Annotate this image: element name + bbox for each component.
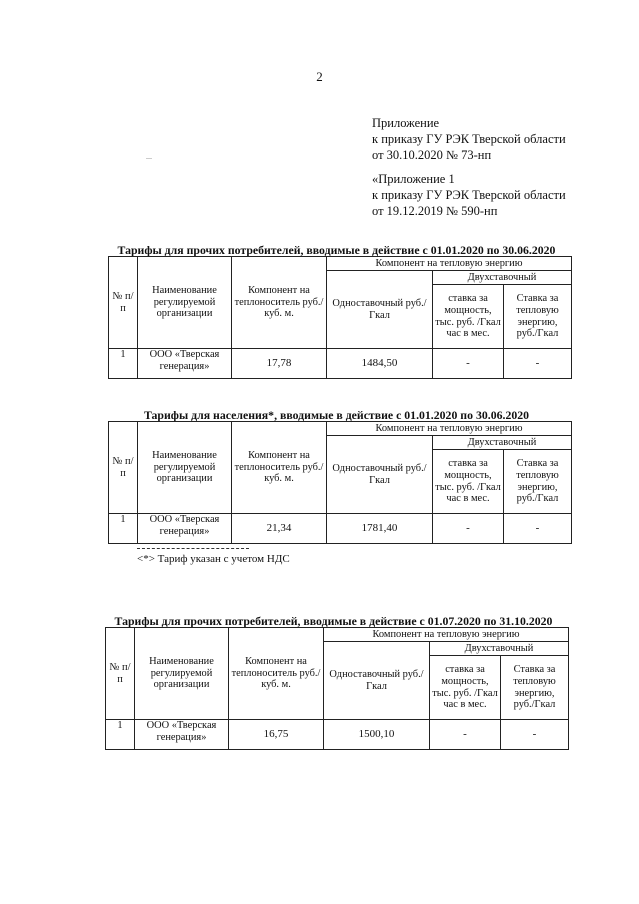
row-number: 1: [109, 514, 138, 544]
header-two-rate: Двухставочный: [430, 642, 569, 656]
header-number: № п/п: [109, 257, 138, 349]
tariff-table: [105, 627, 569, 750]
header-capacity-rate: ставка за мощность, тыс. руб. /Гкал час в мес.: [433, 285, 504, 349]
previous-appendix-order: к приказу ГУ РЭК Тверской области: [372, 188, 566, 202]
row-organization: ООО «Тверская генерация»: [138, 514, 232, 544]
tariff-title: Тарифы для прочих потребителей, вводимые в действие с 01.01.2020 по 30.06.2020: [117, 243, 556, 257]
header-number: № п/п: [106, 628, 135, 720]
header-carrier-component: Компонент на теплоноситель руб./куб. м.: [232, 422, 327, 514]
header-organization: Наименование регулируемой организации: [135, 628, 229, 720]
header-two-rate: Двухставочный: [433, 271, 572, 285]
footnote-separator: [137, 548, 249, 549]
header-energy-rate: Ставка за тепловую энергию, руб./Гкал: [501, 656, 569, 720]
previous-appendix-header: [372, 171, 566, 219]
header-single-rate: Одноставочный руб./Гкал: [324, 642, 430, 720]
row-capacity-value: -: [430, 720, 501, 750]
header-capacity-rate: ставка за мощность, тыс. руб. /Гкал час в мес.: [433, 450, 504, 514]
tariff-title: Тарифы для населения*, вводимые в действие с 01.01.2020 по 30.06.2020: [143, 408, 530, 422]
appendix-header: [372, 115, 566, 163]
previous-appendix-title: «Приложение 1: [372, 172, 455, 186]
appendix-date: от 30.10.2020 № 73-нп: [372, 148, 492, 162]
row-capacity-value: -: [433, 349, 504, 379]
header-number: № п/п: [109, 422, 138, 514]
row-carrier-value: 21,34: [232, 514, 327, 544]
table-row: [109, 514, 572, 544]
header-single-rate: Одноставочный руб./Гкал: [327, 271, 433, 349]
row-number: 1: [109, 349, 138, 379]
header-energy-component: Компонент на тепловую энергию: [327, 257, 572, 271]
header-energy-rate: Ставка за тепловую энергию, руб./Гкал: [504, 450, 572, 514]
row-energy-rate-value: -: [504, 349, 572, 379]
header-organization: Наименование регулируемой организации: [138, 257, 232, 349]
footnote: <*> Тариф указан с учетом НДС: [137, 553, 290, 565]
row-single-rate-value: 1500,10: [324, 720, 430, 750]
header-capacity-rate: ставка за мощность, тыс. руб. /Гкал час в мес.: [430, 656, 501, 720]
row-organization: ООО «Тверская генерация»: [135, 720, 229, 750]
row-energy-rate-value: -: [501, 720, 569, 750]
header-organization: Наименование регулируемой организации: [138, 422, 232, 514]
row-single-rate-value: 1484,50: [327, 349, 433, 379]
header-two-rate: Двухставочный: [433, 436, 572, 450]
row-single-rate-value: 1781,40: [327, 514, 433, 544]
row-organization: ООО «Тверская генерация»: [138, 349, 232, 379]
appendix-title: Приложение: [372, 116, 440, 130]
row-energy-rate-value: -: [504, 514, 572, 544]
header-energy-component: Компонент на тепловую энергию: [327, 422, 572, 436]
header-carrier-component: Компонент на теплоноситель руб./куб. м.: [229, 628, 324, 720]
row-number: 1: [106, 720, 135, 750]
row-carrier-value: 16,75: [229, 720, 324, 750]
header-energy-component: Компонент на тепловую энергию: [324, 628, 569, 642]
header-single-rate: Одноставочный руб./Гкал: [327, 436, 433, 514]
header-carrier-component: Компонент на теплоноситель руб./куб. м.: [232, 257, 327, 349]
appendix-order: к приказу ГУ РЭК Тверской области: [372, 132, 566, 146]
previous-appendix-date: от 19.12.2019 № 590-нп: [372, 204, 498, 218]
table-row: [106, 720, 569, 750]
row-capacity-value: -: [433, 514, 504, 544]
row-carrier-value: 17,78: [232, 349, 327, 379]
tariff-title: Тарифы для прочих потребителей, вводимые в действие с 01.07.2020 по 31.10.2020: [114, 614, 553, 628]
header-energy-rate: Ставка за тепловую энергию, руб./Гкал: [504, 285, 572, 349]
tariff-table: [108, 256, 572, 379]
scan-speck: [146, 158, 152, 159]
page-number: 2: [316, 69, 323, 84]
tariff-table: [108, 421, 572, 544]
table-row: [109, 349, 572, 379]
